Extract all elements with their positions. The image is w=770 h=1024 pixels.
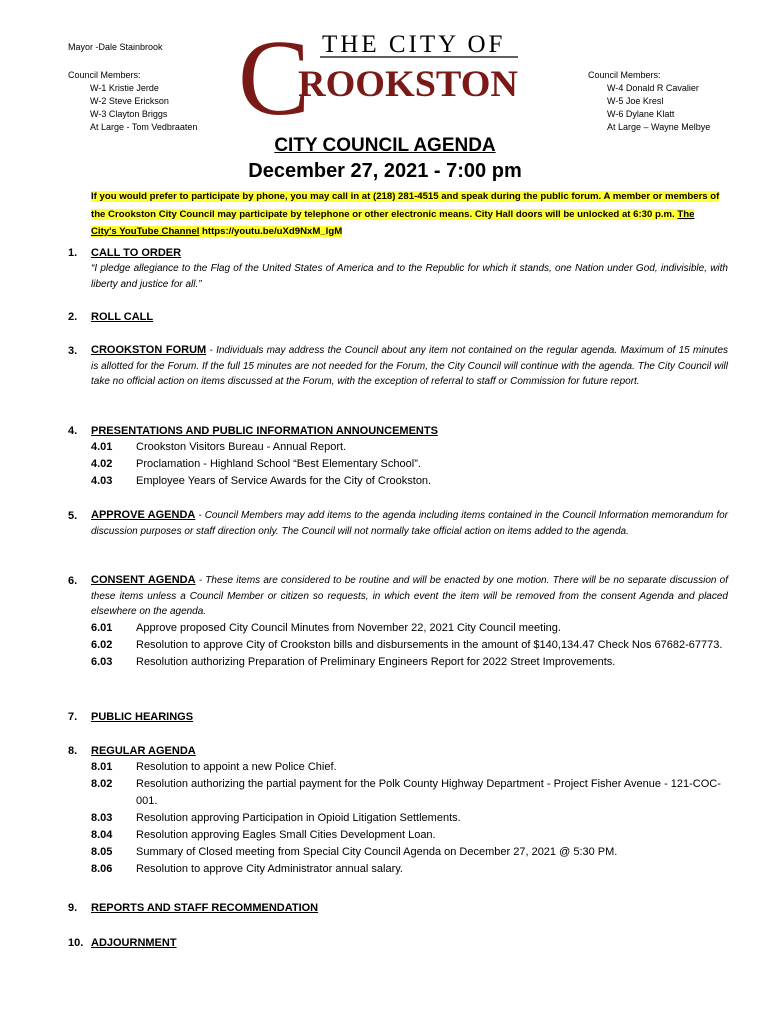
item-number: 6.02 [91, 638, 113, 651]
section-number: 1. [68, 247, 78, 259]
agenda-title [0, 135, 770, 182]
item-number: 4.02 [91, 458, 113, 470]
item-text: Resolution to approve City Administrator annual salary. [136, 863, 403, 875]
council-members-label: Council Members: [68, 70, 141, 80]
agenda-item [91, 439, 728, 456]
section-consent-agenda [68, 573, 728, 671]
agenda-item [91, 637, 728, 654]
agenda-item [91, 776, 728, 810]
section-number: 4. [68, 425, 78, 437]
section-number: 10. [68, 937, 84, 949]
agenda-item [91, 654, 728, 671]
agenda-item [91, 810, 728, 827]
item-text: Resolution approving Participation in Opioid Litigation Settlements. [136, 812, 461, 824]
section-heading: REPORTS AND STAFF RECOMMENDATION [91, 902, 319, 914]
council-member: W-6 Dylane Klatt [607, 109, 675, 119]
item-text: Proclamation - Highland School “Best Elementary School”. [136, 458, 421, 470]
agenda-item [91, 827, 728, 844]
item-text: Summary of Closed meeting from Special City Council Agenda on December 27, 2021 @ 5:30 PM. [136, 846, 618, 858]
council-member: At Large – Wayne Melbye [607, 122, 711, 132]
council-member: W-3 Clayton Briggs [90, 109, 168, 119]
section-roll-call [68, 309, 728, 325]
section-number: 2. [68, 311, 78, 323]
item-text: Crookston Visitors Bureau - Annual Report. [136, 441, 347, 453]
item-number: 8.04 [91, 829, 113, 841]
youtube-url[interactable]: https://youtu.be/uXd9NxM_lgM [199, 226, 343, 237]
section-number: 6. [68, 575, 78, 587]
logo-main-text: ROOKSTON [298, 64, 519, 105]
council-member: At Large - Tom Vedbraaten [90, 122, 198, 132]
council-members-right [588, 69, 710, 134]
council-member: W-5 Joe Kresl [607, 96, 664, 106]
section-adjournment [68, 935, 728, 951]
section-crookston-forum [68, 343, 728, 390]
mayor-name: Mayor -Dale Stainbrook [68, 42, 163, 52]
item-number: 4.03 [91, 475, 113, 487]
section-heading: CROOKSTON FORUM [91, 344, 207, 356]
section-public-hearings [68, 709, 728, 725]
section-regular-agenda [68, 743, 728, 878]
section-call-to-order [68, 245, 728, 292]
meeting-date: December 27, 2021 - 7:00 pm [248, 160, 522, 182]
section-description: Individuals may address the Council about any item not contained on the regular agenda. Maximum of 15 minutes is allotted for the Forum. If the full 15 minutes are not needed for the Forum, the City Council will continue with the agenda. The City Council will take no official action on items discussed at the Forum, with the exception of referral to staff or Commission for future report. [91, 345, 729, 387]
heading-separator: - [195, 510, 205, 521]
council-members-left [68, 69, 197, 134]
section-heading: REGULAR AGENDA [91, 745, 196, 757]
item-text: Employee Years of Service Awards for the City of Crookston. [136, 475, 432, 487]
section-number: 9. [68, 902, 78, 914]
agenda-item [91, 844, 728, 861]
council-member: W-1 Kristie Jerde [90, 83, 159, 93]
section-heading: APPROVE AGENDA [91, 509, 196, 521]
section-number: 7. [68, 711, 78, 723]
city-logo [236, 26, 526, 126]
heading-separator: - [206, 345, 217, 356]
item-number: 6.03 [91, 655, 113, 668]
section-number: 8. [68, 745, 78, 757]
logo-top-text: THE CITY OF [322, 31, 506, 58]
pledge-text: “I pledge allegiance to the Flag of the United States of America and to the Republic for which it stands, one Nation under God, indivisible, with liberty and justice for all.” [91, 263, 728, 290]
council-member: W-2 Steve Erickson [90, 96, 169, 106]
item-number: 4.01 [91, 441, 113, 453]
notice-text: If you would prefer to participate by phone, you may call in at (218) 281-4515 and speak during the public forum. A member or members of the Crookston City Council may participate by telephone or other electronic means. City Hall doors will be unlocked at 6:30 p.m. [91, 191, 720, 220]
agenda-heading: CITY COUNCIL AGENDA [274, 135, 496, 156]
item-number: 8.02 [91, 778, 113, 790]
agenda-item [91, 473, 728, 490]
item-number: 8.03 [91, 812, 113, 824]
council-member: W-4 Donald R Cavalier [607, 83, 699, 93]
item-text: Resolution authorizing Preparation of Preliminary Engineers Report for 2022 Street Improvements. [136, 655, 616, 668]
agenda-item [91, 759, 728, 776]
item-number: 8.01 [91, 761, 113, 773]
youtube-channel-link[interactable]: The City's YouTube Channel [91, 208, 695, 237]
section-heading: CONSENT AGENDA [91, 574, 196, 586]
section-presentations [68, 423, 728, 490]
item-text: Resolution to appoint a new Police Chief. [136, 761, 337, 773]
heading-separator: - [195, 575, 206, 586]
section-heading: CALL TO ORDER [91, 247, 182, 259]
section-number: 5. [68, 510, 78, 522]
phone-notice [91, 188, 721, 241]
agenda-item [91, 456, 728, 473]
item-number: 8.05 [91, 846, 113, 858]
item-number: 8.06 [91, 863, 113, 875]
council-members-label: Council Members: [588, 70, 661, 80]
section-description: Council Members may add items to the agenda including items contained in the Council Information memorandum for discussion purposes or staff direction only. The Council will not normally take official action on items added to the agenda. [91, 510, 728, 537]
section-description: These items are considered to be routine and will be enacted by one motion. There will be no separate discussion of these items unless a Council Member or citizen so requests, in which event the item will be removed from the consent Agenda and placed elsewhere on the agenda. [91, 575, 728, 617]
item-text: Resolution approving Eagles Small Cities Development Loan. [136, 829, 436, 841]
item-number: 6.01 [91, 621, 113, 634]
item-text: Resolution authorizing the partial payment for the Polk County Highway Department - Project Fisher Avenue - 121-COC-001. [136, 778, 721, 807]
agenda-item [91, 620, 728, 637]
section-heading: ADJOURNMENT [91, 937, 177, 949]
section-heading: PUBLIC HEARINGS [91, 711, 194, 723]
section-heading: ROLL CALL [91, 311, 154, 323]
section-heading: PRESENTATIONS AND PUBLIC INFORMATION ANNOUNCEMENTS [91, 425, 438, 437]
item-text: Resolution to approve City of Crookston bills and disbursements in the amount of $140,134.47 Check Nos 67682-67773. [136, 638, 723, 651]
section-reports [68, 900, 728, 916]
section-number: 3. [68, 345, 78, 357]
logo-initial: C [238, 26, 311, 126]
section-approve-agenda [68, 508, 728, 539]
item-text: Approve proposed City Council Minutes from November 22, 2021 City Council meeting. [136, 621, 561, 634]
agenda-item [91, 861, 728, 878]
